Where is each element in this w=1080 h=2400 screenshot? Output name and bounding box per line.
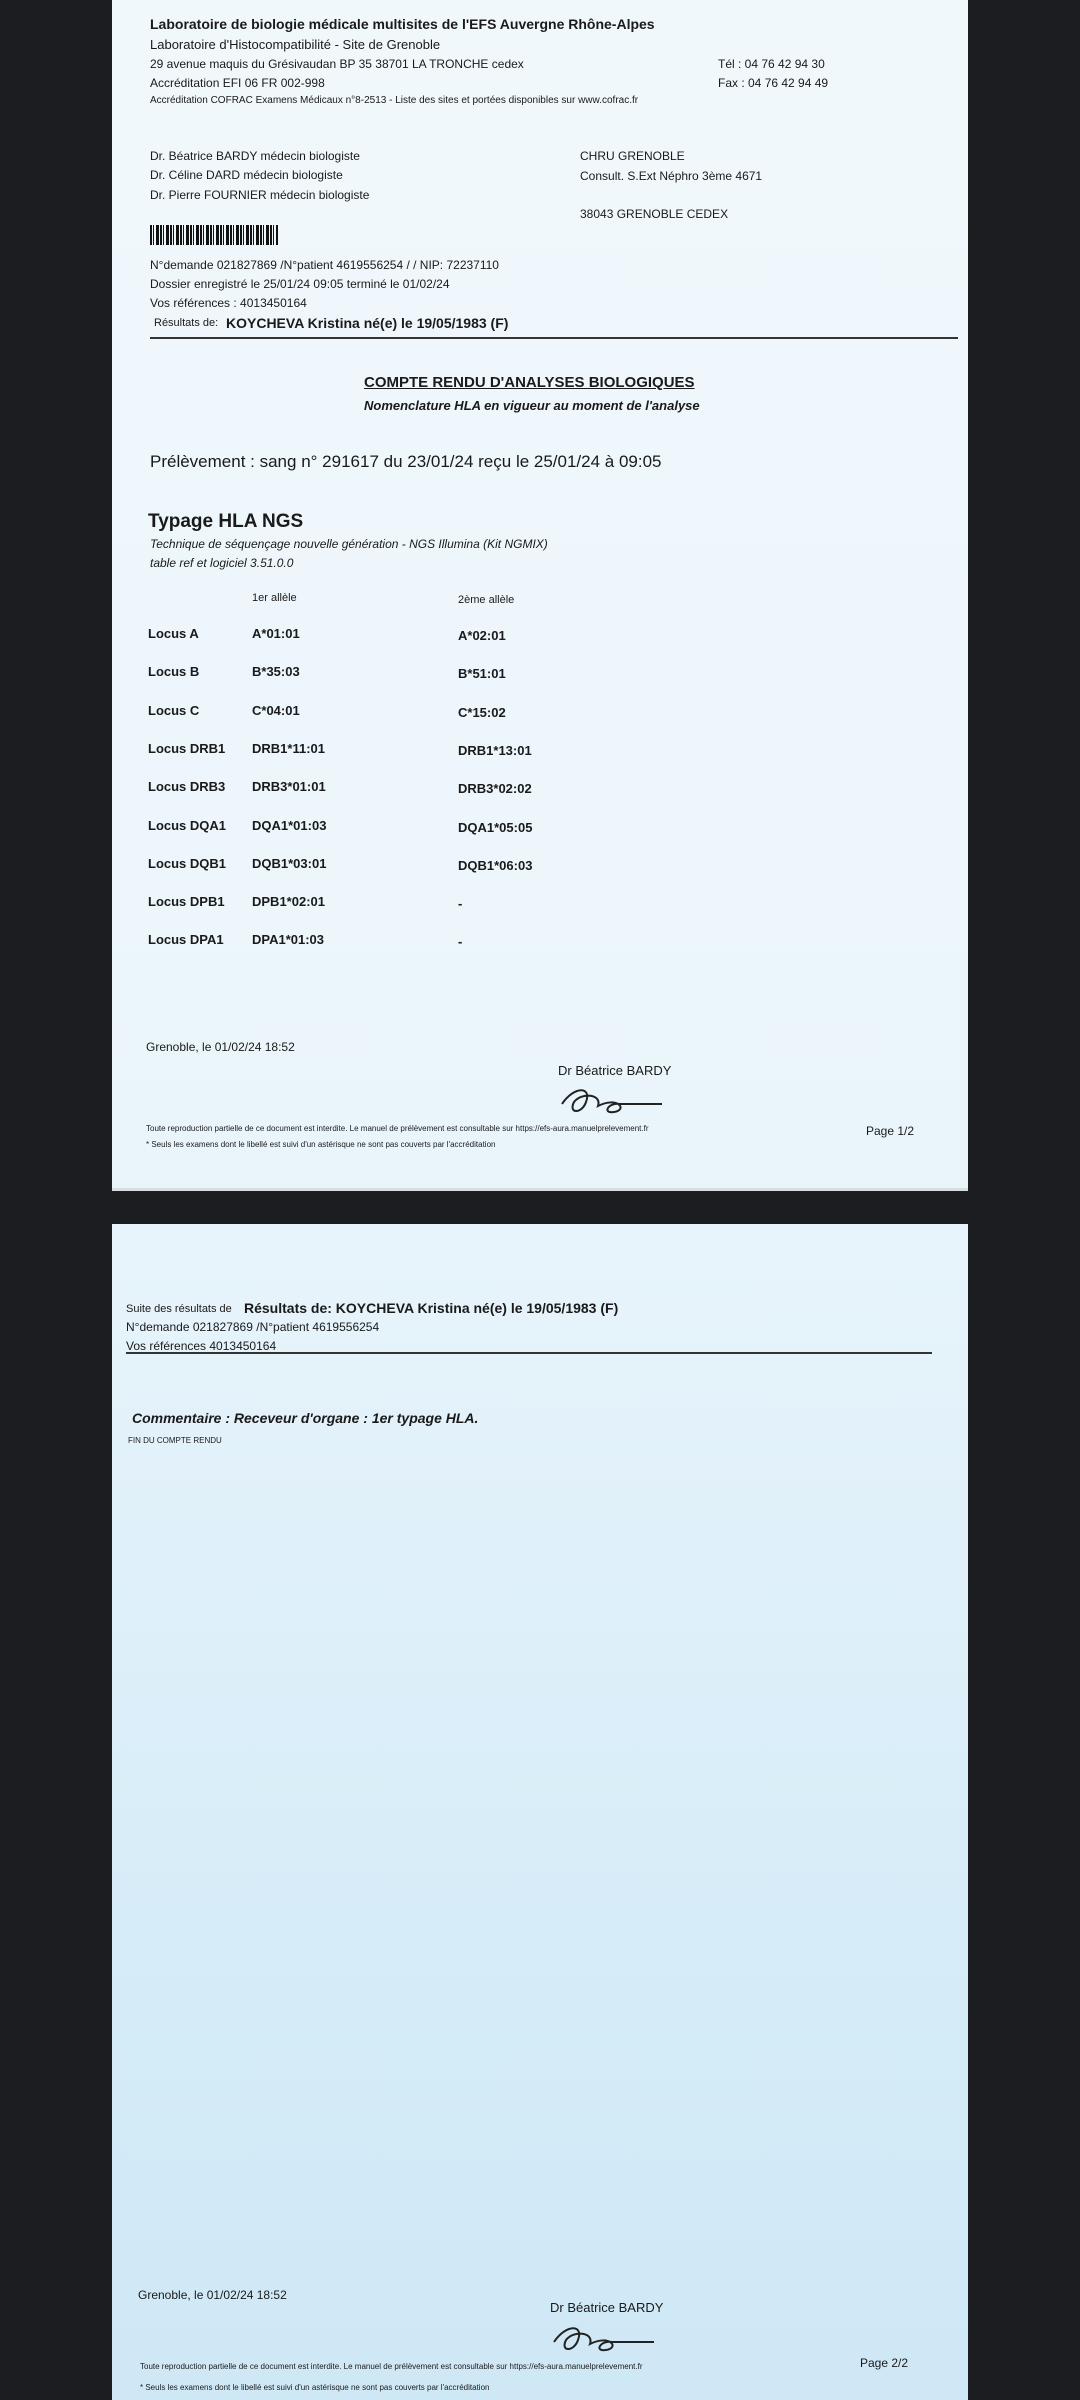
signature [550, 2316, 660, 2356]
report-title: COMPTE RENDU D'ANALYSES BIOLOGIQUES [364, 374, 695, 391]
request-info: N°demande 021827869 /N°patient 4619556254 [126, 1320, 380, 1334]
hla-allele-1: DRB1*11:01 [252, 741, 325, 756]
header-divider [126, 1352, 932, 1354]
hla-locus-label: Locus DQA1 [148, 818, 227, 833]
hla-allele-2: A*02:01 [458, 628, 506, 643]
lab-fax: Fax : 04 76 42 94 49 [718, 76, 829, 90]
hla-allele-1: DQB1*03:01 [252, 856, 327, 871]
hla-allele-1: C*04:01 [252, 703, 300, 718]
signature [558, 1080, 668, 1118]
doctor-1: Dr. Béatrice BARDY médecin biologiste [150, 149, 360, 163]
request-info: N°demande 021827869 /N°patient 4619556254 / / NIP: 72237110 [150, 258, 499, 272]
hla-locus-label: Locus DRB1 [148, 741, 226, 756]
lab-phone: Tél : 04 76 42 94 30 [718, 57, 825, 71]
recipient-line-1: CHRU GRENOBLE [580, 149, 685, 163]
place-date: Grenoble, le 01/02/24 18:52 [138, 2288, 287, 2302]
results-prefix: Résultats de: [154, 317, 219, 329]
hla-allele-2: DQA1*05:05 [458, 820, 533, 835]
lab-name: Laboratoire de biologie médicale multisites de l'EFS Auvergne Rhône-Alpes [150, 16, 655, 32]
hla-locus-label: Locus DPA1 [148, 932, 224, 947]
end-of-report: FIN DU COMPTE RENDU [128, 1436, 222, 1445]
page-number: Page 2/2 [860, 2356, 909, 2370]
col-header-allele-2: 2ème allèle [458, 594, 515, 606]
hla-locus-label: Locus DRB3 [148, 779, 226, 794]
footer-notice: Toute reproduction partielle de ce document est interdite. Le manuel de prélèvement est consultable sur https://efs-aura.manuelprelevement.fr [146, 1124, 649, 1133]
hla-allele-2: DRB3*02:02 [458, 781, 532, 796]
hla-allele-2: DRB1*13:01 [458, 743, 532, 758]
hla-allele-2: - [458, 934, 463, 949]
hla-allele-1: DPB1*02:01 [252, 894, 325, 909]
sample-info: Prélèvement : sang n° 291617 du 23/01/24 reçu le 25/01/24 à 09:05 [150, 452, 662, 471]
hla-allele-2: - [458, 896, 463, 911]
references: Vos références : 4013450164 [150, 296, 307, 310]
section-title: Typage HLA NGS [148, 511, 304, 532]
report-page-1 [112, 0, 968, 1191]
accreditation-efi: Accréditation EFI 06 FR 002-998 [150, 76, 325, 90]
hla-locus-label: Locus A [148, 626, 199, 641]
hla-locus-label: Locus DQB1 [148, 856, 227, 871]
col-header-allele-1: 1er allèle [252, 592, 297, 604]
signer-name: Dr Béatrice BARDY [558, 1063, 672, 1078]
hla-allele-1: B*35:03 [252, 664, 300, 679]
hla-locus-label: Locus B [148, 664, 200, 679]
footer-accreditation: * Seuls les examens dont le libellé est suivi d'un astérisque ne sont pas couverts par l'accréditation [140, 2383, 490, 2392]
report-page-2 [112, 1224, 968, 2400]
barcode [150, 225, 278, 245]
report-subtitle: Nomenclature HLA en vigueur au moment de l'analyse [364, 398, 700, 413]
references: Vos références 4013450164 [126, 1339, 277, 1353]
hla-allele-1: DRB3*01:01 [252, 779, 326, 794]
signer-name: Dr Béatrice BARDY [550, 2300, 664, 2315]
place-date: Grenoble, le 01/02/24 18:52 [146, 1040, 295, 1054]
hla-allele-1: A*01:01 [252, 626, 300, 641]
recipient-line-2: Consult. S.Ext Néphro 3ème 4671 [580, 169, 763, 183]
patient-name: KOYCHEVA Kristina né(e) le 19/05/1983 (F) [226, 315, 509, 331]
hla-allele-1: DPA1*01:03 [252, 932, 325, 947]
table-ref: table ref et logiciel 3.51.0.0 [150, 556, 294, 570]
hla-locus-label: Locus DPB1 [148, 894, 225, 909]
patient-name: Résultats de: KOYCHEVA Kristina né(e) le 19/05/1983 (F) [244, 1300, 619, 1316]
doctor-2: Dr. Céline DARD médecin biologiste [150, 168, 343, 182]
hla-allele-1: DQA1*01:03 [252, 818, 327, 833]
hla-allele-2: DQB1*06:03 [458, 858, 533, 873]
page-number: Page 1/2 [866, 1124, 915, 1138]
technique: Technique de séquençage nouvelle génération - NGS Illumina (Kit NGMIX) [150, 537, 548, 551]
accreditation-cofrac: Accréditation COFRAC Examens Médicaux n°8-2513 - Liste des sites et portées disponibles sur www.cofrac.fr [150, 95, 639, 106]
footer-accreditation: * Seuls les examens dont le libellé est suivi d'un astérisque ne sont pas couverts par l'accréditation [146, 1140, 496, 1149]
comment: Commentaire : Receveur d'organe : 1er typage HLA. [132, 1410, 479, 1426]
lab-subtitle: Laboratoire d'Histocompatibilité - Site de Grenoble [150, 37, 441, 52]
recipient-line-3: 38043 GRENOBLE CEDEX [580, 207, 729, 221]
file-info: Dossier enregistré le 25/01/24 09:05 terminé le 01/02/24 [150, 277, 450, 291]
lab-address: 29 avenue maquis du Grésivaudan BP 35 38701 LA TRONCHE cedex [150, 57, 524, 71]
hla-locus-label: Locus C [148, 703, 200, 718]
doctor-3: Dr. Pierre FOURNIER médecin biologiste [150, 188, 370, 202]
header-divider [150, 337, 958, 339]
footer-notice: Toute reproduction partielle de ce document est interdite. Le manuel de prélèvement est consultable sur https://efs-aura.manuelprelevement.fr [140, 2362, 643, 2371]
hla-allele-2: C*15:02 [458, 705, 506, 720]
hla-allele-2: B*51:01 [458, 666, 506, 681]
results-continued-prefix: Suite des résultats de [126, 1303, 232, 1315]
